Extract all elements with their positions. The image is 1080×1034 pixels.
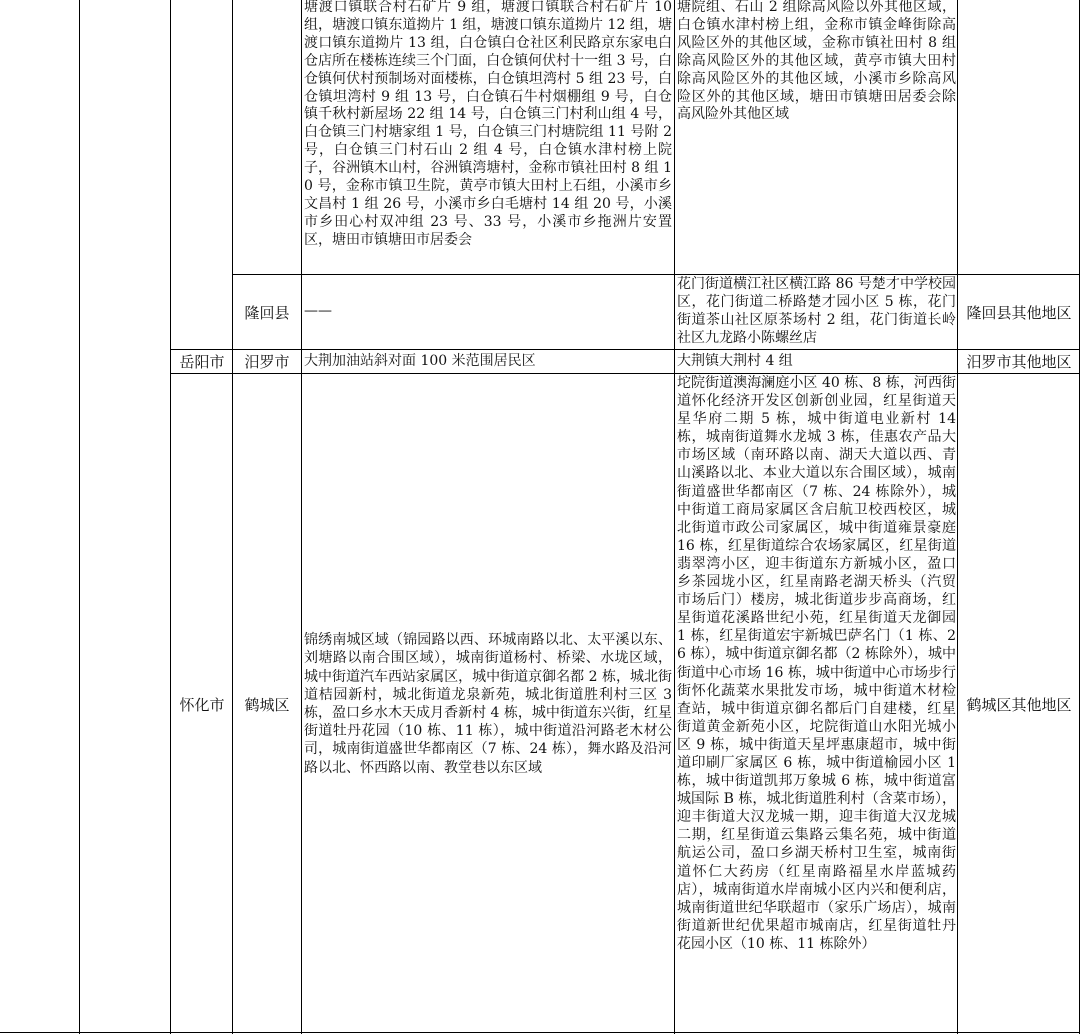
- grid-vline-4: [301, 275, 302, 1034]
- row2-low-risk: 花门街道横江社区横江路 86 号楚才中学校园区，花门街道二桥路楚才园小区 5 栋，花门街道茶山社区原茶场村 2 组，花门街道长岭社区九龙路小陈螺丝店: [677, 276, 956, 346]
- grid-vline-5: [674, 0, 675, 1034]
- grid-vline-3: [232, 0, 233, 1034]
- row2-mid-risk: ——: [304, 303, 332, 320]
- row4-low-risk: 坨院街道澳海澜庭小区 40 栋、8 栋，河西街道怀化经济开发区创新创业园，红星街道天星华府二期 5 栋，城中街道电业新村 14 栋，城南街道舞水龙城 3 栋，佳惠农产品大市场区域（南环路以南、湖天大道以西、青山溪路以北、本业大道以东合围区域），城南街道盛世华都南区（7 栋、24 栋除外），城中街道工商局家属区含启航卫校西校区，城北街道市政公司家属区，城中街道雍景豪庭 16 栋，红星街道综合农场家属区，红星街道翡翠湾小区，迎丰街道东方新城小区，盈口乡茶园垅小区，红星南路老湖天桥头（汽贸市场后门）楼房，城北街道步步高商场，红星街道花溪路世纪小苑，红星街道天龙御园 1 栋，红星街道宏宇新城巴萨名门（1 栋、26 栋），城中街道京御名都（2 栋除外），城中街道中心市场 16 栋，城中街道中心市场步行街怀化蔬菜水果批发市场，城中街道木材检查站，城中街道京御名都后门自建楼，红星街道黄金新苑小区，坨院街道山水阳光城小区 9 栋，城中街道天星坪惠康超市，城中街道印刷厂家属区 6 栋，城中街道榆园小区 1 栋，城中街道凯邦万象城 6 栋，城中街道富城国际 B 栋，城北街道胜利村（含菜市场），迎丰街道大汉龙城一期，迎丰街道大汉龙城二期，红星街道云集路云集名苑，城中街道航运公司，盈口乡湖天桥村卫生室，城南街道怀仁大药房（红星南路福星水岸蓝城药店），城南街道水岸南城小区内兴和便利店，城南街道世纪华联超市（家乐广场店），城南街道新世纪优果超市城南店，红星街道牡丹花园小区（10 栋、11 栋除外）: [677, 375, 956, 952]
- row3-city: 岳阳市: [179, 353, 225, 371]
- grid-vline-1: [79, 0, 80, 1034]
- row1-other: [958, 0, 1080, 275]
- row1-mid-risk: 塘渡口镇联合村石矿片 9 组，塘渡口镇联合村石矿片 10 组，塘渡口镇东道拗片 1 组，塘渡口镇东道拗片 12 组，塘渡口镇东道拗片 13 组，白仓镇白仓社区利民路京东家电白仓店所在楼栋连续三个门面，白仓镇何伏村十一组 3 号，白仓镇何伏村预制场对面楼栋，白仓镇坦湾村 5 组 23 号，白仓镇坦湾村 9 组 13 号，白仓镇石牛村烟棚组 9 号，白仓镇千秋村新屋场 22 组 14 号，白仓镇三门村利山组 4 号，白仓镇三门村塘家组 1 号，白仓镇三门村塘院组 11 号附 2 号，白仓镇三门村石山 2 组 4 号，白仓镇水津村榜上院子，谷洲镇木山村，谷洲镇湾塘村，金称市镇社田村 8 组 10 号，金称市镇卫生院，黄亭市镇大田村上石组，小溪市乡文昌村 1 组 26 号，小溪市乡白毛塘村 14 组 20 号，小溪市乡田心村双冲组 23 号、33 号，小溪市乡拖洲片安置区，塘田市镇塘田市居委会: [304, 0, 672, 248]
- row3-mid-risk: 大荆加油站斜对面 100 米范围居民区: [304, 352, 536, 369]
- grid-hline-bottom: [0, 1032, 1080, 1033]
- row2-other: 隆回县其他地区: [966, 303, 1072, 322]
- row4-mid-risk: 锦绣南城区域（锦园路以西、环城南路以北、太平溪以东、刘塘路以南合围区域），城南街道杨村、桥梁、水垅区域，城中街道汽车西站家属区，城中街道京御名都 2 栋，城北街道桔园新村，城北街道龙泉新苑，城北街道胜利村三区 3 栋，盈口乡水木天成月香新村 4 栋，城中街道东兴街，红星街道牡丹花园（10 栋、11 栋），城中街道沿河路老木材公司，城南街道盛世华都南区（7 栋、24 栋），舞水路及沿河路以北、怀西路以南、教堂巷以东区域: [304, 632, 672, 776]
- row2-county: 隆回县: [244, 303, 290, 322]
- row4-county: 鹤城区: [244, 695, 290, 714]
- row3-county: 汨罗市: [244, 353, 290, 371]
- row4-other: 鹤城区其他地区: [966, 695, 1072, 714]
- grid-vline-4b: [301, 0, 302, 275]
- grid-hline-2: [170, 349, 1080, 350]
- grid-vline-6: [957, 0, 958, 1034]
- row3-low-risk: 大荆镇大荆村 4 组: [677, 352, 793, 369]
- grid-hline-3: [170, 373, 1080, 374]
- grid-hline-1: [232, 274, 1080, 275]
- row3-other: 汨罗市其他地区: [966, 353, 1072, 371]
- row1-low-risk: 塘院组、石山 2 组除高风险以外其他区域，白仓镇水津村榜上组，金称市镇金峰街除高风险区外的其他区域，金称市镇社田村 8 组除高风险区外的其他区域，黄亭市镇大田村除高风险区外的其他区域，小溪市乡除高风险区外的其他区域，塘田市镇塘田居委会除高风险外其他区域: [677, 0, 956, 123]
- grid-vline-2: [170, 0, 171, 1034]
- row4-city: 怀化市: [179, 695, 225, 714]
